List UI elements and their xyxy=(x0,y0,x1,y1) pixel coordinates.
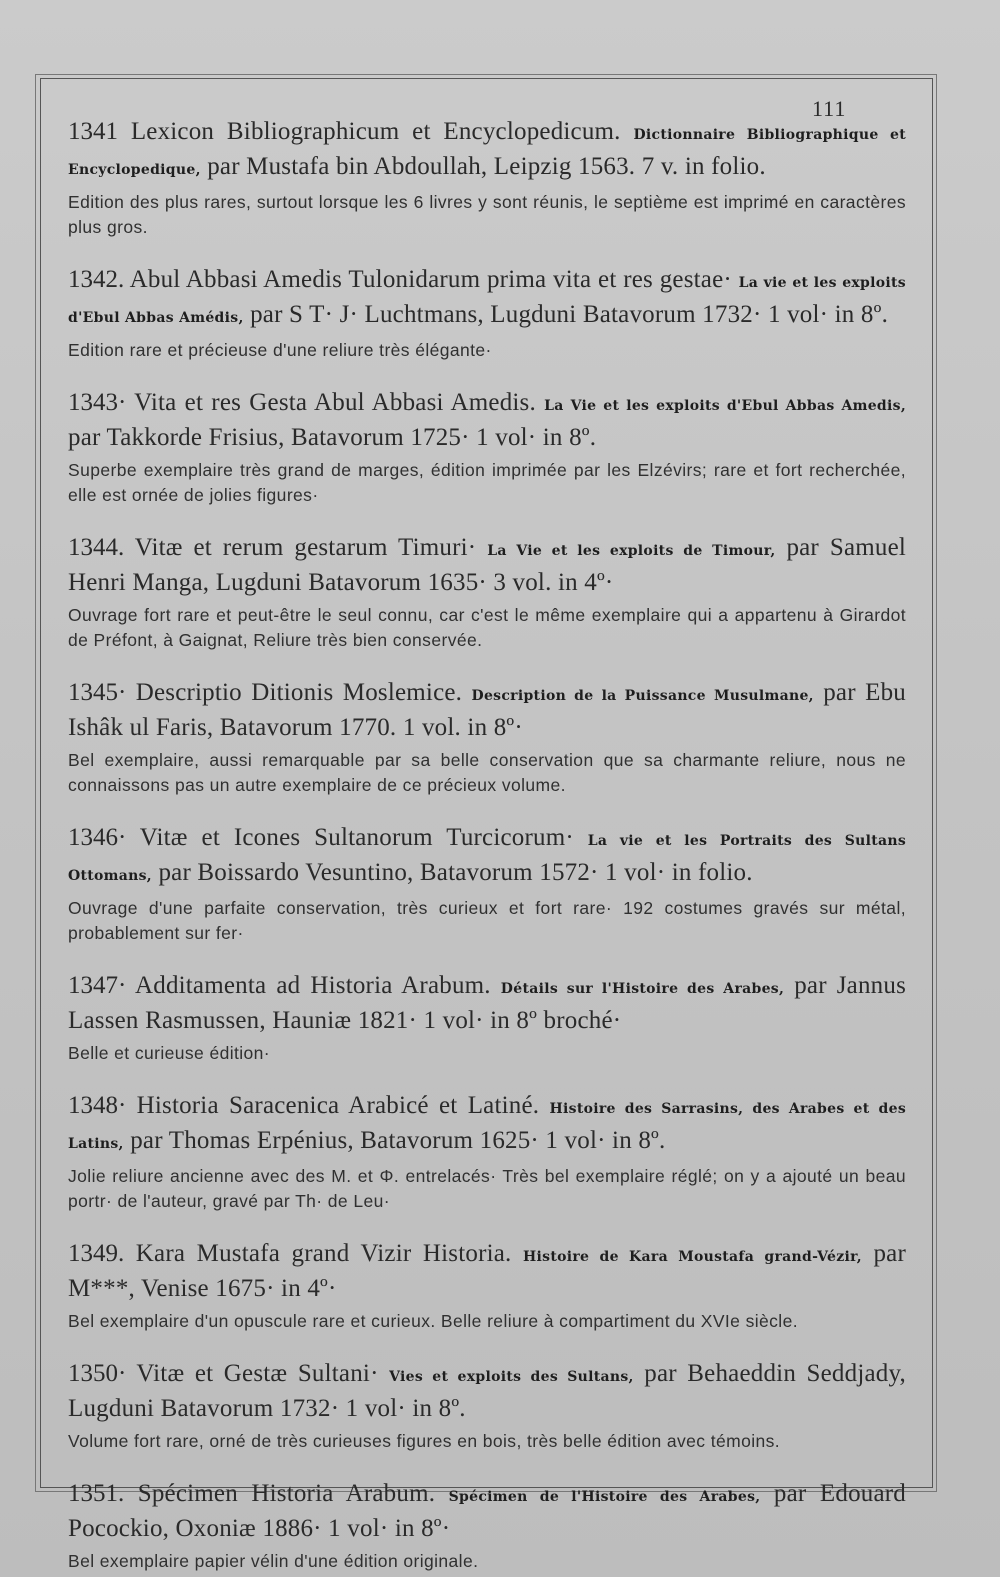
entry-number: 1345· xyxy=(68,679,127,706)
entry-heading xyxy=(68,1090,906,1160)
entry-latin-title: Vitæ et Icones Sultanorum Turcicorum· xyxy=(139,824,574,851)
entry-heading xyxy=(68,116,906,186)
catalog-entry xyxy=(68,387,906,508)
entry-french-title: Vies et exploits des Sultans, xyxy=(389,1369,634,1385)
entry-french-title: Histoire des Sarrasins, des Arabes et des Latins, xyxy=(68,1101,906,1152)
page-number: 111 xyxy=(812,96,847,121)
entry-french-title: Description de la Puissance Musulmane, xyxy=(471,688,814,704)
entry-french-title: La vie et les exploits d'Ebul Abbas Amédis, xyxy=(68,275,906,326)
entry-note: Edition rare et précieuse d'une reliure très élégante· xyxy=(68,340,492,360)
entry-french-title: Détails sur l'Histoire des Arabes, xyxy=(500,981,785,997)
entry-latin-title: Additamenta ad Historia Arabum. xyxy=(134,972,491,999)
entry-heading xyxy=(68,822,906,892)
entry-publication-details: par Takkorde Frisius, Batavorum 1725· 1 vol· in 8º. xyxy=(68,424,597,451)
entry-heading xyxy=(68,1478,906,1545)
entry-number: 1350· xyxy=(68,1360,127,1387)
catalog-entry xyxy=(68,532,906,653)
catalog-entry xyxy=(68,1238,906,1334)
catalog-entries xyxy=(68,116,906,1577)
entry-latin-title: Historia Saracenica Arabicé et Latiné. xyxy=(136,1092,540,1119)
entry-french-title: La Vie et les exploits d'Ebul Abbas Amedis, xyxy=(544,398,906,414)
catalog-entry xyxy=(68,1090,906,1214)
entry-number: 1347· xyxy=(68,972,127,999)
entry-french-title: Dictionnaire Bibliographique et Encyclopedique, xyxy=(68,127,907,178)
entry-heading xyxy=(68,532,906,599)
catalog-entry xyxy=(68,116,906,240)
entry-publication-details: par Behaeddin Seddjady, Lugduni Batavorum 1732· 1 vol· in 8º. xyxy=(68,1360,907,1422)
entry-publication-details: par Ebu Ishâk ul Faris, Batavorum 1770. 1 vol. in 8º· xyxy=(68,679,907,741)
entry-note: Ouvrage fort rare et peut-être le seul connu, car c'est le même exemplaire qui a appartenu à Girardot de Préfont, à Gaignat, Reliure très bien conservée. xyxy=(68,605,906,650)
entry-latin-title: Vitæ et Gestæ Sultani· xyxy=(136,1360,379,1387)
entry-publication-details: par Mustafa bin Abdoullah, Leipzig 1563. 7 v. in folio. xyxy=(207,153,766,180)
entry-number: 1343· xyxy=(68,389,127,416)
entry-note: Volume fort rare, orné de très curieuses figures en bois, très belle édition avec témoins. xyxy=(68,1431,781,1451)
entry-number: 1348· xyxy=(68,1092,127,1119)
entry-heading xyxy=(68,1238,906,1305)
entry-french-title: Histoire de Kara Moustafa grand-Vézir, xyxy=(523,1249,862,1265)
entry-publication-details: par Boissardo Vesuntino, Batavorum 1572· 1 vol· in folio. xyxy=(158,859,753,886)
entry-note: Superbe exemplaire très grand de marges, édition imprimée par les Elzévirs; rare et fort recherchée, elle est ornée de jolies figures· xyxy=(68,460,906,505)
entry-french-title: Spécimen de l'Histoire des Arabes, xyxy=(448,1489,761,1505)
entry-heading xyxy=(68,1358,906,1425)
entry-number: 1349. xyxy=(68,1240,125,1267)
entry-note: Bel exemplaire papier vélin d'une édition originale. xyxy=(68,1551,479,1571)
entry-publication-details: par S T· J· Luchtmans, Lugduni Batavorum 1732· 1 vol· in 8º. xyxy=(250,301,889,328)
catalog-entry xyxy=(68,1358,906,1454)
entry-note: Bel exemplaire, aussi remarquable par sa belle conservation que sa charmante reliure, nous ne connaissons pas un autre exemplaire de ce précieux volume. xyxy=(68,750,906,795)
entry-note: Edition des plus rares, surtout lorsque les 6 livres y sont réunis, le septième est imprimé en caractères plus gros. xyxy=(68,192,906,237)
catalog-entry xyxy=(68,1478,906,1574)
catalog-entry xyxy=(68,677,906,798)
entry-publication-details: par Samuel Henri Manga, Lugduni Batavorum 1635· 3 vol. in 4º· xyxy=(68,534,907,596)
entry-french-title: La Vie et les exploits de Timour, xyxy=(487,543,776,559)
entry-heading xyxy=(68,264,906,334)
entry-latin-title: Vita et res Gesta Abul Abbasi Amedis. xyxy=(134,389,536,416)
entry-note: Bel exemplaire d'un opuscule rare et curieux. Belle reliure à compartiment du XVIe siècle. xyxy=(68,1311,798,1331)
catalog-entry xyxy=(68,264,906,363)
entry-publication-details: par Edouard Pocockio, Oxoniæ 1886· 1 vol· in 8º· xyxy=(68,1480,906,1542)
entry-publication-details: par Thomas Erpénius, Batavorum 1625· 1 vol· in 8º. xyxy=(130,1127,666,1154)
entry-note: Belle et curieuse édition· xyxy=(68,1043,271,1063)
entry-latin-title: Descriptio Ditionis Moslemice. xyxy=(135,679,463,706)
entry-heading xyxy=(68,970,906,1037)
catalog-entry xyxy=(68,822,906,946)
entry-number: 1351. xyxy=(68,1480,125,1507)
entry-latin-title: Lexicon Bibliographicum et Encyclopedicum. xyxy=(130,118,621,145)
entry-publication-details: par M***, Venise 1675· in 4º· xyxy=(68,1240,907,1302)
entry-latin-title: Abul Abbasi Amedis Tulonidarum prima vita et res gestae· xyxy=(129,266,732,293)
entry-number: 1344. xyxy=(68,534,125,561)
entry-number: 1342. xyxy=(68,266,125,293)
catalog-entry xyxy=(68,970,906,1066)
entry-latin-title: Kara Mustafa grand Vizir Historia. xyxy=(135,1240,512,1267)
entry-number: 1341 xyxy=(68,118,118,145)
entry-heading xyxy=(68,387,906,454)
entry-publication-details: par Jannus Lassen Rasmussen, Hauniæ 1821· 1 vol· in 8º broché· xyxy=(68,972,907,1034)
entry-heading xyxy=(68,677,906,744)
entry-latin-title: Vitæ et rerum gestarum Timuri· xyxy=(134,534,477,561)
entry-latin-title: Spécimen Historia Arabum. xyxy=(137,1480,436,1507)
entry-note: Jolie reliure ancienne avec des M. et Φ. entrelacés· Très bel exemplaire réglé; on y a ajouté un beau portr· de l'auteur, gravé par Th· de Leu· xyxy=(68,1166,906,1211)
entry-number: 1346· xyxy=(68,824,127,851)
entry-note: Ouvrage d'une parfaite conservation, très curieux et fort rare· 192 costumes gravés sur métal, probablement sur fer· xyxy=(68,898,906,943)
entry-french-title: La vie et les Portraits des Sultans Ottomans, xyxy=(68,833,906,884)
